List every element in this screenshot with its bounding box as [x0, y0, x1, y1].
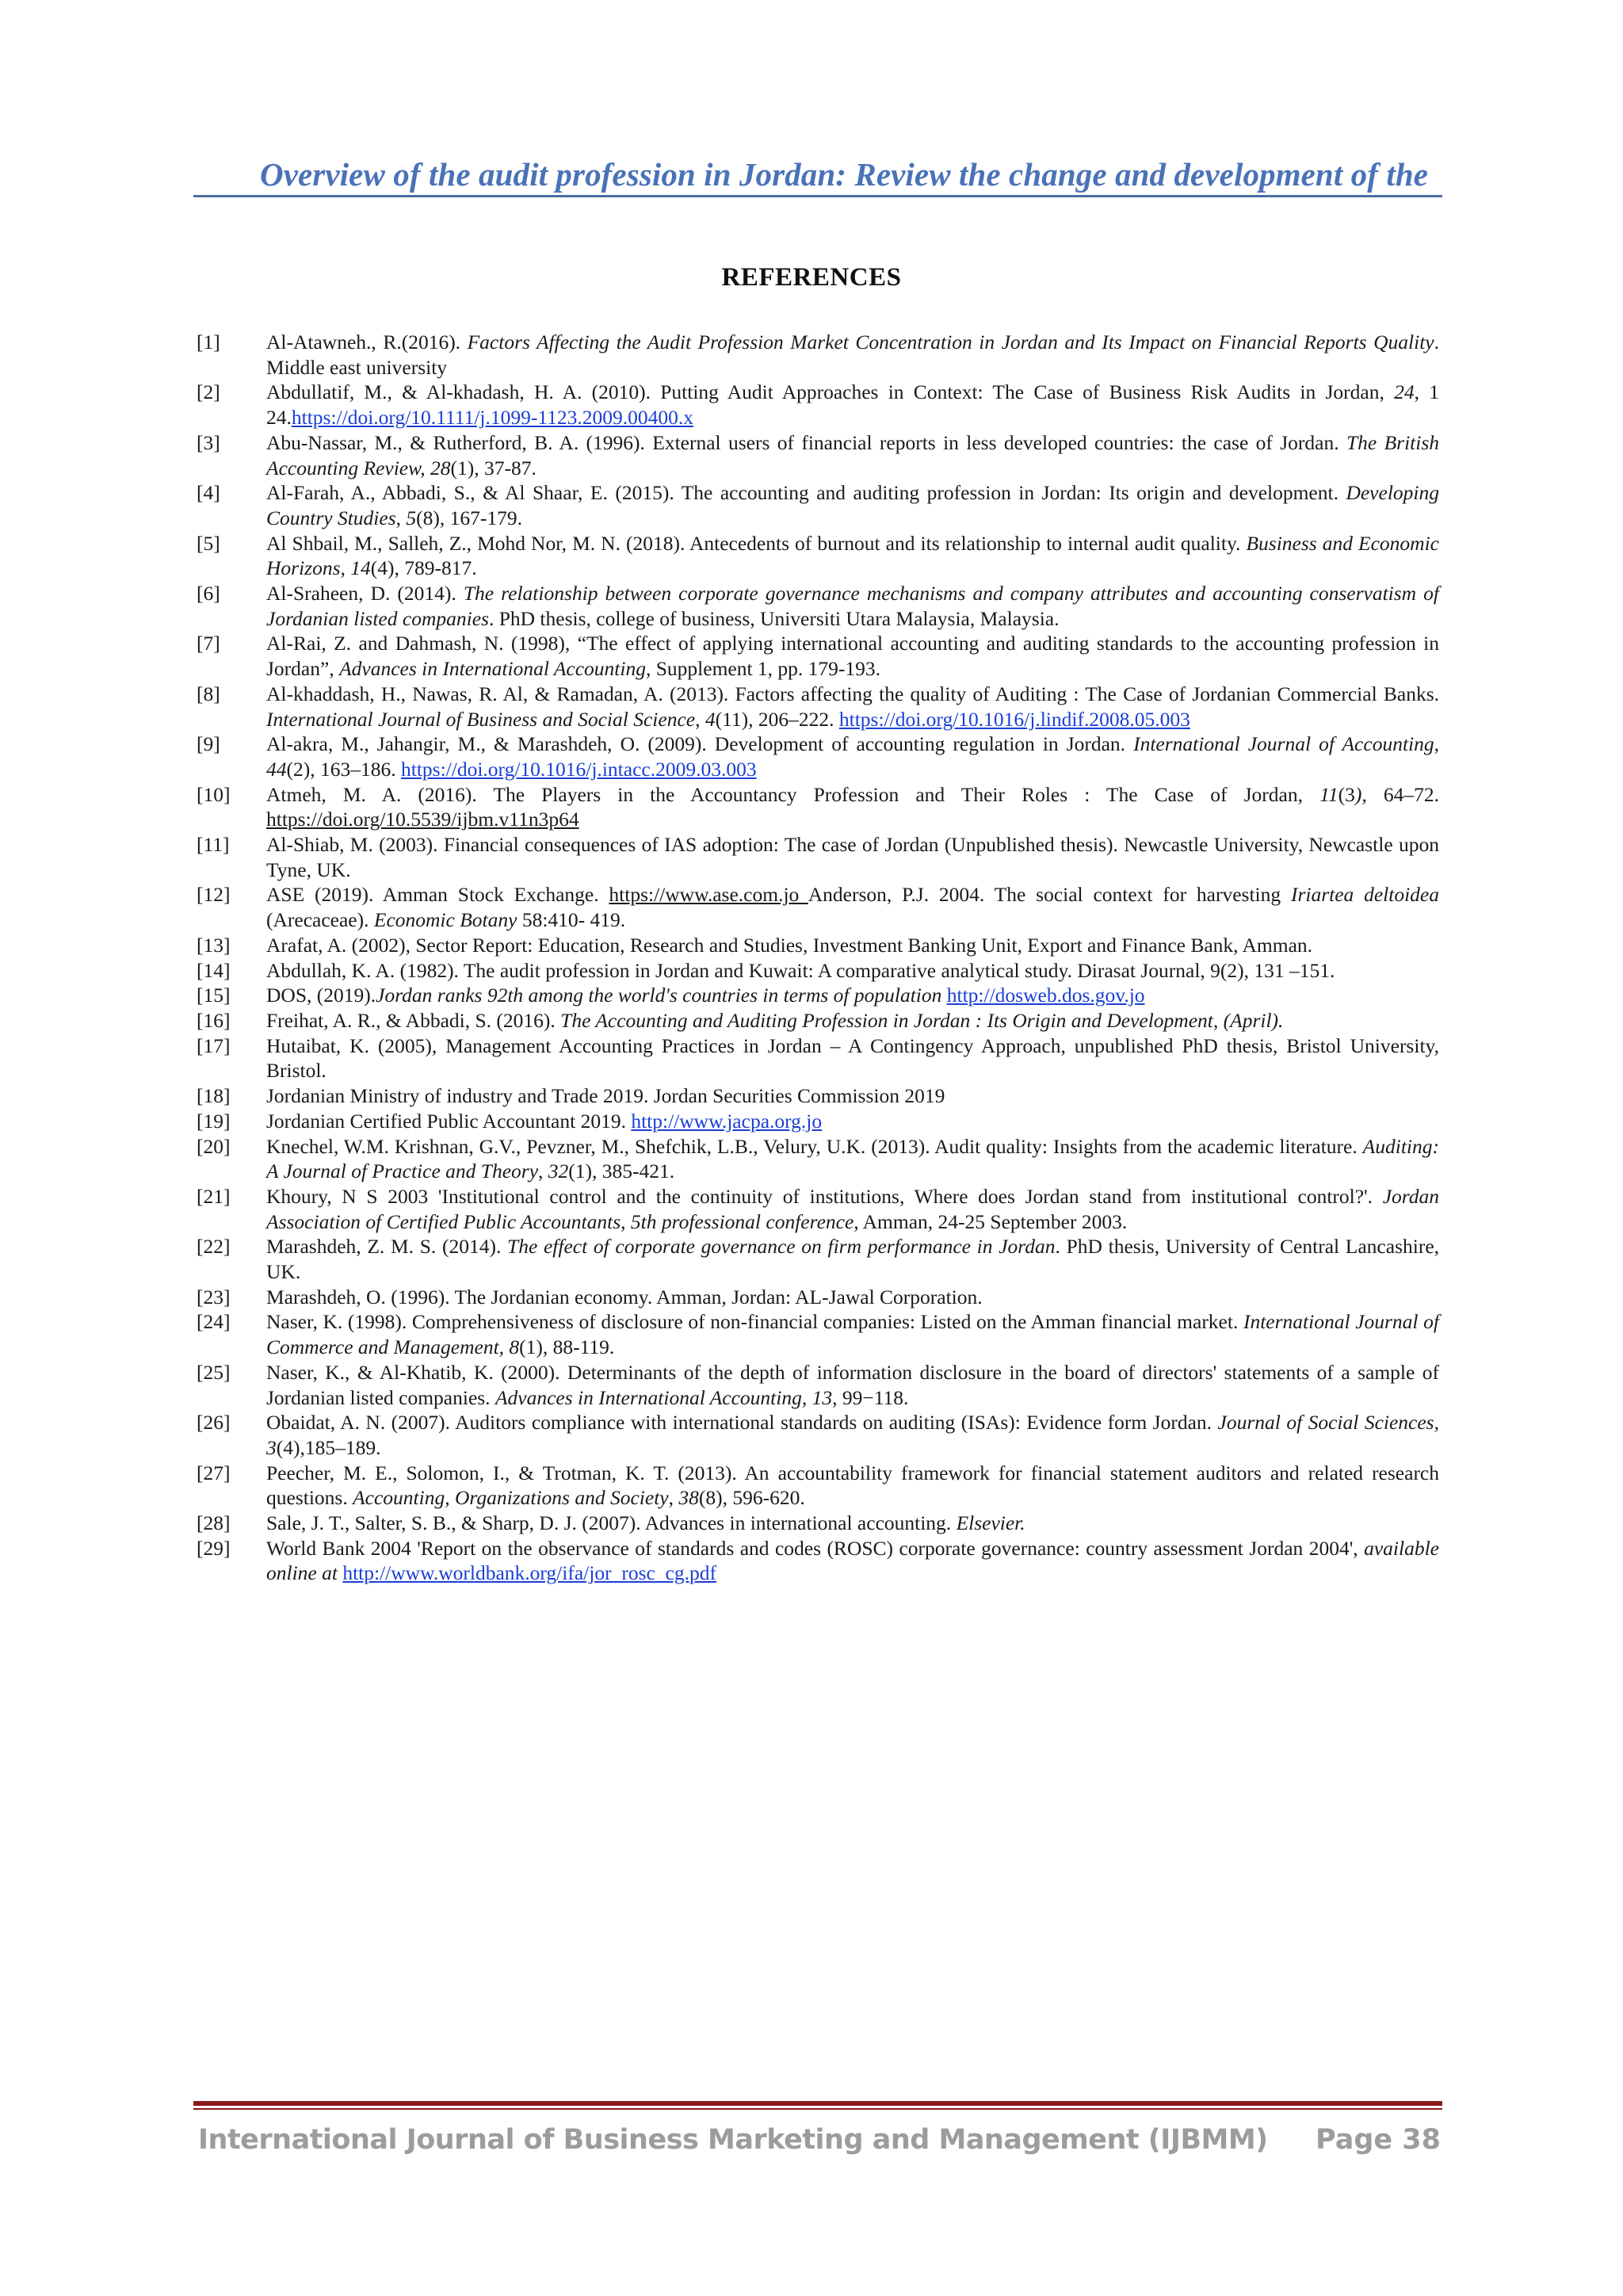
reference-item: [197, 330, 1439, 380]
reference-number: [20]: [197, 1134, 231, 1158]
reference-text-segment: Arafat, A. (2002), Sector Report: Education, Research and Studies, Investment Banking Unit, Export and Finance Bank, Amman.: [266, 933, 1313, 957]
reference-text-segment: Abdullah, K. A. (1982). The audit profession in Jordan and Kuwait: A comparative analytical study. Dirasat Journal, 9(2), 131 –151.: [266, 958, 1335, 982]
reference-text-segment: Al Shbail, M., Salleh, Z., Mohd Nor, M. N. (2018). Antecedents of burnout and its relationship to internal audit quality.: [266, 531, 1247, 555]
reference-italic-text: Advances in International Accounting, 13,: [495, 1385, 838, 1409]
reference-italic-text: International Journal of Accounting: [1133, 732, 1434, 756]
reference-text-segment: Al-akra, M., Jahangir, M., & Marashdeh, O. (2009). Development of accounting regulation in Jordan.: [266, 732, 1134, 756]
reference-item: [197, 1008, 1439, 1033]
reference-text-segment: World Bank 2004 'Report on the observance of standards and codes (ROSC) corporate governance: country assessment Jordan 2004',: [266, 1536, 1365, 1560]
reference-number: [25]: [197, 1360, 231, 1384]
reference-item: [197, 581, 1439, 631]
reference-text-segment: . PhD thesis, University of Central Lancashire, UK.: [266, 1235, 1440, 1284]
reference-item: [197, 480, 1439, 530]
reference-italic-text: Factors Affecting the Audit Profession Market Concentration in Jordan and Its Impact on Financial Reports Quality: [467, 330, 1434, 353]
reference-number: [15]: [197, 984, 231, 1007]
reference-number: [28]: [197, 1511, 231, 1535]
reference-text: [266, 1511, 1439, 1536]
reference-italic-text: The effect of corporate governance on firm performance in Jordan: [507, 1235, 1056, 1259]
reference-number: [2]: [197, 380, 220, 404]
reference-item: [197, 882, 1439, 932]
reference-item: [197, 1536, 1439, 1586]
reference-number: [14]: [197, 958, 231, 982]
reference-item: [197, 1234, 1439, 1284]
reference-number: [5]: [197, 531, 220, 555]
reference-number: [8]: [197, 682, 220, 705]
reference-italic-text: Advances in International Accounting,: [339, 657, 651, 681]
reference-italic-text: Jordan ranks 92th among the world's countries in terms of population: [376, 984, 942, 1007]
reference-item: [197, 1033, 1439, 1083]
reference-text: [266, 1461, 1439, 1511]
reference-text-segment: Naser, K. (1998). Comprehensiveness of disclosure of non-financial companies: Listed on the Amman financial market.: [266, 1310, 1243, 1334]
reference-text-segment: (Arecaceae).: [266, 908, 374, 932]
reference-number: [9]: [197, 732, 220, 756]
reference-text: [266, 1184, 1439, 1234]
reference-text-segment: (1), 88-119.: [519, 1335, 615, 1359]
reference-text: [266, 1008, 1439, 1033]
reference-text-segment: . Middle east university: [266, 330, 1439, 379]
page-number: Page 38: [1315, 2124, 1441, 2156]
reference-list: [197, 330, 1439, 1586]
reference-text-segment: (11), 206–222.: [715, 707, 839, 731]
reference-text-segment: (4),185–189.: [276, 1435, 381, 1459]
reference-number: [4]: [197, 481, 220, 505]
reference-italic-text: 38: [678, 1486, 699, 1510]
reference-italic-text: The Accounting and Auditing Profession in Jordan : Its Origin and Development, (April).: [560, 1008, 1284, 1032]
reference-text: [266, 631, 1439, 681]
reference-text-segment: Al-khaddash, H., Nawas, R. Al, & Ramadan, A. (2013). Factors affecting the quality of Auditing : The Case of Jordanian Commercial Banks.: [266, 682, 1439, 705]
reference-text-segment: 58:410- 419.: [517, 908, 626, 932]
reference-text-segment: Sale, J. T., Salter, S. B., & Sharp, D. J. (2007). Advances in international accounting.: [266, 1511, 957, 1535]
reference-text-segment: Naser, K., & Al-Khatib, K. (2000). Determinants of the depth of information disclosure in the board of directors' statements of a sample of Jordanian listed companies.: [266, 1360, 1439, 1409]
reference-link[interactable]: https://doi.org/10.1016/j.lindif.2008.05.003: [838, 707, 1190, 731]
reference-text-segment: DOS, (2019).: [266, 984, 376, 1007]
reference-item: [197, 1083, 1439, 1109]
reference-text-segment: Knechel, W.M. Krishnan, G.V., Pevzner, M., Shefchik, L.B., Velury, U.K. (2013). Audit quality: Insights from the academic literature.: [266, 1134, 1363, 1158]
reference-item: [197, 631, 1439, 681]
reference-text: [266, 1360, 1439, 1410]
reference-number: [27]: [197, 1461, 231, 1484]
reference-text: [266, 1033, 1439, 1083]
reference-text-segment: Al-Shiab, M. (2003). Financial consequences of IAS adoption: The case of Jordan (Unpublished thesis). Newcastle University, Newcastle upon Tyne, UK.: [266, 833, 1439, 881]
reference-item: [197, 1184, 1439, 1234]
reference-text: [266, 832, 1439, 882]
footer-journal-name: International Journal of Business Marketing and Management (IJBMM): [198, 2124, 1268, 2156]
reference-text: [266, 1285, 1439, 1310]
reference-text-segment: (2), 163–186.: [286, 757, 401, 781]
reference-italic-text: The relationship between corporate governance mechanisms and company attributes and accounting conservatism of Jordanian listed companies: [266, 582, 1439, 630]
reference-italic-text: available online at: [266, 1536, 1439, 1585]
reference-item: [197, 531, 1439, 581]
reference-item: [197, 1461, 1439, 1511]
reference-text: [266, 581, 1439, 631]
reference-italic-text: Jordan Association of Certified Public Accountants, 5th professional conference,: [266, 1184, 1439, 1233]
reference-item: [197, 1309, 1439, 1359]
reference-italic-text: The British Accounting Review, 28: [266, 430, 1440, 479]
reference-text: [266, 782, 1439, 832]
reference-text-segment: Supplement 1, pp. 179-193.: [651, 657, 881, 681]
header-divider: [193, 195, 1442, 197]
reference-italic-text: Accounting, Organizations and Society: [353, 1486, 669, 1510]
reference-italic-text: 24: [1394, 380, 1415, 404]
reference-text: [266, 430, 1439, 480]
reference-link[interactable]: http://dosweb.dos.gov.jo: [946, 984, 1145, 1007]
reference-text-segment: Freihat, A. R., & Abbadi, S. (2016).: [266, 1008, 561, 1032]
reference-number: [17]: [197, 1033, 231, 1057]
reference-text-segment: ASE (2019). Amman Stock Exchange.: [266, 883, 609, 907]
reference-text-segment: (8), 596-620.: [698, 1486, 805, 1510]
reference-text-segment: (4), 789-817.: [370, 556, 477, 580]
reference-italic-text: Iriartea deltoidea: [1290, 883, 1439, 907]
reference-text: [266, 882, 1439, 932]
reference-italic-text: Auditing: A Journal of Practice and Theory: [266, 1134, 1439, 1183]
reference-text-segment: (1), 37-87.: [450, 456, 537, 479]
reference-item: [197, 1410, 1439, 1460]
reference-number: [7]: [197, 632, 220, 655]
reference-text-segment: Al-Atawneh., R.(2016).: [266, 330, 468, 353]
reference-number: [11]: [197, 833, 230, 857]
reference-text-segment: (1), 385-421.: [568, 1159, 675, 1183]
reference-italic-text: Economic Botany: [373, 908, 517, 932]
reference-link[interactable]: https://doi.org/10.1016/j.intacc.2009.03.003: [400, 757, 757, 781]
reference-text-segment: Al-Sraheen, D. (2014).: [266, 582, 464, 606]
reference-item: [197, 380, 1439, 430]
reference-number: [10]: [197, 782, 231, 806]
reference-text-segment: Amman, 24-25 September 2003.: [858, 1209, 1128, 1233]
reference-italic-text: Developing Country Studies: [266, 481, 1439, 529]
reference-text-segment: ,: [668, 1486, 679, 1510]
reference-number: [23]: [197, 1285, 231, 1308]
reference-text-segment: Marashdeh, O. (1996). The Jordanian economy. Amman, Jordan: AL-Jawal Corporation.: [266, 1285, 983, 1308]
reference-text-segment: Abu-Nassar, M., & Rutherford, B. A. (1996). External users of financial reports in less developed countries: the case of Jordan.: [266, 430, 1346, 454]
reference-text: [266, 933, 1439, 958]
reference-item: [197, 430, 1439, 480]
footer-divider: [193, 2101, 1442, 2106]
reference-text: [266, 1309, 1439, 1359]
reference-item: [197, 958, 1439, 984]
reference-item: [197, 983, 1439, 1008]
reference-text-segment: 64–72.: [1366, 782, 1439, 806]
reference-number: [29]: [197, 1536, 231, 1560]
reference-text-segment: Atmeh, M. A. (2016). The Players in the Accountancy Profession and Their Roles : The Case of Jordan,: [266, 782, 1320, 806]
reference-text-segment: . PhD thesis, college of business, Universiti Utara Malaysia, Malaysia.: [488, 606, 1060, 630]
reference-italic-text: 11: [1319, 782, 1338, 806]
reference-text: [266, 1536, 1439, 1586]
reference-item: [197, 1109, 1439, 1134]
reference-text: [266, 1083, 1439, 1109]
reference-item: [197, 682, 1439, 732]
reference-number: [12]: [197, 883, 231, 907]
reference-text: [266, 682, 1439, 732]
reference-text: [266, 380, 1439, 430]
reference-text-segment: Jordanian Certified Public Accountant 2019.: [266, 1109, 632, 1133]
reference-text: [266, 983, 1439, 1008]
reference-text-segment: Jordanian Ministry of industry and Trade 2019. Jordan Securities Commission 2019: [266, 1084, 945, 1108]
reference-italic-text: Elsevier.: [956, 1511, 1025, 1535]
reference-text-segment: Obaidat, A. N. (2007). Auditors compliance with international standards on auditing (ISAs): Evidence form Jordan.: [266, 1411, 1218, 1435]
reference-text: [266, 958, 1439, 984]
reference-number: [16]: [197, 1008, 231, 1032]
reference-item: [197, 1134, 1439, 1184]
reference-text: [266, 330, 1439, 380]
reference-text: [266, 1410, 1439, 1460]
reference-text: [266, 1134, 1439, 1184]
reference-text-segment: ,: [1434, 732, 1439, 756]
reference-italic-text: 44: [266, 757, 287, 781]
reference-text-segment: ,: [695, 707, 705, 731]
reference-item: [197, 1285, 1439, 1310]
running-header-title: Overview of the audit profession in Jordan: Review the change and development of the: [260, 156, 1429, 193]
reference-italic-text: 4: [705, 707, 716, 731]
reference-text: [266, 1234, 1439, 1284]
reference-text: [266, 732, 1439, 781]
reference-text-segment: Al-Rai, Z. and Dahmash, N. (1998), “The effect of applying international accounting and auditing standards to the accounting profession in Jordan”,: [266, 632, 1439, 681]
reference-number: [24]: [197, 1310, 231, 1334]
reference-item: [197, 933, 1439, 958]
reference-text-segment: Khoury, N S 2003 'Institutional control and the continuity of institutions, Where does Jordan stand from institutional control?'.: [266, 1184, 1383, 1208]
reference-italic-text: ),: [1354, 782, 1367, 806]
reference-item: [197, 782, 1439, 832]
reference-item: [197, 732, 1439, 781]
reference-text-segment: Anderson, P.J. 2004. The social context for harvesting: [808, 883, 1291, 907]
reference-number: [13]: [197, 933, 231, 957]
reference-text-segment: ,: [538, 1159, 548, 1183]
reference-text-segment: Marashdeh, Z. M. S. (2014).: [266, 1235, 508, 1259]
reference-italic-text: 5: [406, 506, 417, 529]
reference-text-segment: Peecher, M. E., Solomon, I., & Trotman, K. T. (2013). An accountability framework for financial statement auditors and related research questions.: [266, 1461, 1439, 1510]
reference-text-segment: Abdullatif, M., & Al-khadash, H. A. (2010). Putting Audit Approaches in Context: The Case of Business Risk Audits in Jordan,: [266, 380, 1395, 404]
references-heading: REFERENCES: [721, 263, 902, 292]
reference-text: [266, 480, 1439, 530]
reference-number: [1]: [197, 330, 220, 353]
reference-number: [21]: [197, 1184, 231, 1208]
reference-text-segment: 99−118.: [837, 1385, 909, 1409]
reference-number: [19]: [197, 1109, 231, 1133]
footer-divider-thin: [193, 2108, 1442, 2110]
reference-italic-text: International Journal of Commerce and Management, 8: [266, 1310, 1439, 1359]
reference-text: [266, 1109, 1439, 1134]
reference-text: [266, 531, 1439, 581]
reference-italic-text: 32: [548, 1159, 569, 1183]
reference-underlined-url[interactable]: https://www.ase.com.jo: [609, 883, 808, 907]
reference-item: [197, 1360, 1439, 1410]
reference-number: [26]: [197, 1411, 231, 1435]
reference-text-segment: (8), 167-179.: [416, 506, 522, 529]
reference-number: [3]: [197, 430, 220, 454]
reference-italic-text: Journal of Social Sciences, 3: [266, 1411, 1439, 1459]
reference-item: [197, 832, 1439, 882]
reference-text-segment: Al-Farah, A., Abbadi, S., & Al Shaar, E. (2015). The accounting and auditing profession in Jordan: Its origin and development.: [266, 481, 1346, 505]
reference-text-segment: Hutaibat, K. (2005), Management Accounting Practices in Jordan – A Contingency Approach, unpublished PhD thesis, Bristol University, Bristol.: [266, 1033, 1439, 1083]
reference-link[interactable]: https://doi.org/10.1111/j.1099-1123.2009.00400.x: [291, 406, 694, 430]
reference-italic-text: Business and Economic Horizons, 14: [266, 531, 1439, 580]
reference-item: [197, 1511, 1439, 1536]
reference-number: [6]: [197, 582, 220, 606]
reference-number: [18]: [197, 1084, 231, 1108]
reference-link[interactable]: http://www.worldbank.org/ifa/jor_rosc_cg.pdf: [342, 1561, 716, 1585]
reference-text-segment: ,: [395, 506, 407, 529]
reference-underlined-url[interactable]: https://doi.org/10.5539/ijbm.v11n3p64: [266, 808, 579, 831]
reference-text-segment: (3: [1338, 782, 1355, 806]
reference-italic-text: International Journal of Business and Social Science: [266, 707, 696, 731]
reference-link[interactable]: http://www.jacpa.org.jo: [631, 1109, 823, 1133]
reference-number: [22]: [197, 1235, 231, 1259]
reference-text-segment: , 1 24.: [266, 380, 1439, 430]
